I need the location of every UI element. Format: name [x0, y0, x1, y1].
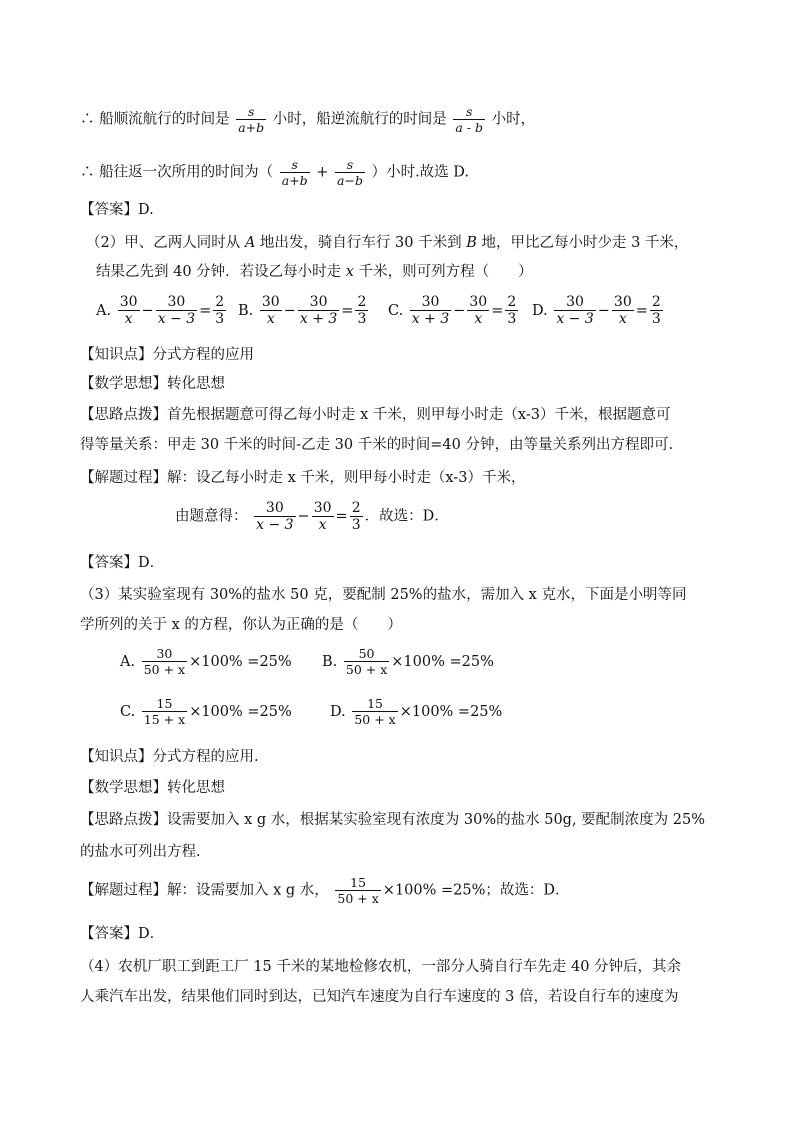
fraction	[612, 294, 634, 327]
fraction	[335, 157, 365, 188]
fraction	[312, 500, 334, 533]
fraction	[505, 294, 518, 327]
text: 小时，	[491, 111, 536, 128]
denominator: 3	[357, 311, 367, 327]
equals-sign: =	[491, 302, 504, 319]
equals-sign: =	[635, 302, 648, 319]
fraction	[650, 294, 663, 327]
numerator: 2	[357, 294, 367, 310]
option-a	[120, 646, 292, 677]
numerator: 15	[352, 696, 397, 712]
denominator: x − 3	[157, 311, 196, 327]
fraction	[554, 294, 595, 327]
equals-sign: =	[341, 302, 354, 319]
equals-sign: =	[199, 302, 212, 319]
question-2-line-2	[96, 262, 533, 282]
answer-3: 【答案】D．	[80, 926, 165, 942]
fraction	[352, 696, 397, 727]
denominator: x − 3	[556, 311, 594, 327]
process-3	[80, 875, 570, 906]
fraction	[156, 294, 197, 327]
math-thought-3: 【数学思想】转化思想	[80, 780, 225, 796]
minus-sign: −	[141, 302, 154, 319]
option-a	[96, 294, 228, 327]
option-label: A.	[120, 653, 136, 670]
question-3-line-2: 学所列的关于 x 的方程，你认为正确的是（ ）	[80, 617, 402, 633]
knowledge-point-3: 【知识点】分式方程的应用.	[80, 749, 259, 765]
numerator: 30	[313, 500, 332, 516]
numerator: 30	[156, 294, 197, 311]
numerator: 2	[507, 294, 517, 310]
numerator: 30	[613, 294, 632, 310]
question-4-line-2: 人乘汽车出发，结果他们同时到达，已知汽车速度为自行车速度的 3 倍，若设自行车的速度为	[80, 989, 679, 1005]
numerator: 30	[119, 294, 138, 310]
option-label: D.	[330, 703, 346, 720]
denominator: x	[474, 311, 483, 327]
text: 地，甲比乙每小时少走 3 千米，	[476, 235, 689, 251]
fraction	[142, 646, 187, 677]
text: （2）甲、乙两人同时从	[86, 235, 245, 251]
fraction	[467, 294, 489, 327]
option-label: C.	[388, 302, 404, 319]
question-2-line-1	[86, 233, 688, 253]
numerator: 30	[142, 646, 187, 662]
numerator: s	[236, 104, 266, 120]
knowledge-point-2: 【知识点】分式方程的应用	[80, 347, 254, 363]
process-2-equation	[175, 500, 449, 533]
numerator: 30	[554, 294, 595, 311]
denominator: a+b	[281, 173, 308, 188]
text: ．故选：D．	[364, 508, 449, 525]
option-label: D.	[532, 302, 548, 319]
hint-3-line-1: 【思路点拨】设需要加入 x g 水，根据某实验室现有浓度为 30%的盐水 50g, 要配制浓度为 25%	[80, 812, 706, 828]
denominator: 50 + x	[143, 662, 186, 677]
plus-sign: +	[316, 164, 329, 181]
denominator: x + 3	[299, 311, 338, 327]
text: 结果乙先到 40 分钟．若设乙每小时走	[96, 264, 346, 280]
denominator: 50 + x	[337, 891, 379, 906]
text: ∴ 船往返一次所用的时间为（	[80, 164, 274, 181]
denominator: x − 3	[256, 517, 294, 533]
denominator: x	[618, 311, 627, 327]
denominator: a−b	[337, 173, 363, 188]
answer-1: 【答案】D.	[80, 202, 154, 218]
option-d	[330, 696, 502, 727]
fraction	[335, 875, 380, 906]
fraction	[410, 294, 451, 327]
denominator: 3	[351, 517, 361, 533]
denominator: 50 + x	[354, 712, 396, 727]
denominator: x + 3	[411, 311, 450, 327]
numerator: 2	[351, 500, 361, 516]
denominator: 3	[651, 311, 661, 327]
option-b	[238, 294, 370, 327]
numerator: 30	[261, 294, 280, 310]
denominator: a - b	[455, 120, 483, 135]
denominator: x	[124, 311, 133, 327]
text: 千米，则可列方程（ ）	[353, 264, 533, 280]
solution-line-1	[80, 104, 535, 135]
denominator: 15 + x	[143, 712, 186, 727]
hint-3-line-2: 的盐水可列出方程.	[80, 844, 201, 860]
numerator: 15	[335, 875, 380, 891]
expression-tail: ×100% =25%	[189, 653, 292, 670]
fraction	[213, 294, 226, 327]
option-c	[120, 696, 292, 727]
var-b: B	[466, 235, 477, 251]
option-c	[388, 294, 520, 327]
hint-2-line-1: 【思路点拨】首先根据题意可得乙每小时走 x 千米，则甲每小时走（x-3）千米，根据题意可	[80, 407, 671, 423]
hint-2-line-2: 得等量关系：甲走 30 千米的时间-乙走 30 千米的时间=40 分钟，由等量关系列出方程即可.	[80, 437, 674, 453]
answer-2: 【答案】D．	[80, 555, 165, 571]
numerator: 30	[410, 294, 451, 311]
denominator: x	[318, 517, 327, 533]
denominator: 3	[507, 311, 517, 327]
text: 由题意得：	[175, 508, 248, 525]
text: 【解题过程】解：设需要加入 x g 水，	[80, 882, 329, 899]
var-x: x	[345, 264, 354, 280]
numerator: s	[335, 157, 365, 173]
fraction	[142, 696, 187, 727]
numerator: 2	[215, 294, 225, 310]
fraction	[236, 104, 266, 135]
expression-tail: ×100% =25%	[399, 703, 503, 720]
fraction	[350, 500, 363, 533]
option-label: B.	[322, 653, 338, 670]
option-label: B.	[238, 302, 254, 319]
numerator: 30	[469, 294, 488, 310]
fraction	[118, 294, 140, 327]
process-2-line-1: 【解题过程】解：设乙每小时走 x 千米，则甲每小时走（x-3）千米，	[80, 470, 526, 486]
fraction	[298, 294, 339, 327]
fraction	[453, 104, 485, 135]
minus-sign: −	[283, 302, 296, 319]
math-thought-2: 【数学思想】转化思想	[80, 376, 225, 392]
denominator: x	[266, 311, 275, 327]
option-b	[322, 646, 494, 677]
numerator: 30	[298, 294, 339, 311]
text: ）小时.故选 D.	[371, 164, 470, 181]
fraction	[355, 294, 368, 327]
denominator: a+b	[238, 120, 265, 135]
text: ×100% =25%；故选：D．	[382, 882, 570, 899]
text: ∴ 船顺流航行的时间是	[80, 111, 230, 128]
text: 小时，船逆流航行的时间是	[272, 111, 447, 128]
solution-line-2	[80, 157, 469, 188]
expression-tail: ×100% =25%	[189, 703, 292, 720]
fraction	[344, 646, 389, 677]
var-a: A	[244, 235, 256, 251]
numerator: 50	[344, 646, 389, 662]
fraction	[280, 157, 310, 188]
option-label: A.	[96, 302, 112, 319]
text: 地出发，骑自行车行 30 千米到	[255, 235, 467, 251]
minus-sign: −	[297, 508, 310, 525]
denominator: 50 + x	[345, 662, 388, 677]
option-label: C.	[120, 703, 136, 720]
question-4-line-1: （4）农机厂职工到距工厂 15 千米的某地检修农机，一部分人骑自行车先走 40 分钟后，其余	[80, 959, 682, 975]
fraction	[254, 500, 295, 533]
minus-sign: −	[453, 302, 466, 319]
numerator: 30	[254, 500, 295, 517]
numerator: s	[280, 157, 310, 173]
equals-sign: =	[335, 508, 348, 525]
denominator: 3	[215, 311, 225, 327]
minus-sign: −	[597, 302, 610, 319]
numerator: 2	[651, 294, 661, 310]
numerator: 15	[142, 696, 187, 712]
question-3-line-1: （3）某实验室现有 30%的盐水 50 克，要配制 25%的盐水，需加入 x 克水，下面是小明等同	[80, 587, 687, 603]
numerator: s	[453, 104, 485, 120]
fraction	[260, 294, 282, 327]
option-d	[532, 294, 665, 327]
expression-tail: ×100% =25%	[391, 653, 494, 670]
